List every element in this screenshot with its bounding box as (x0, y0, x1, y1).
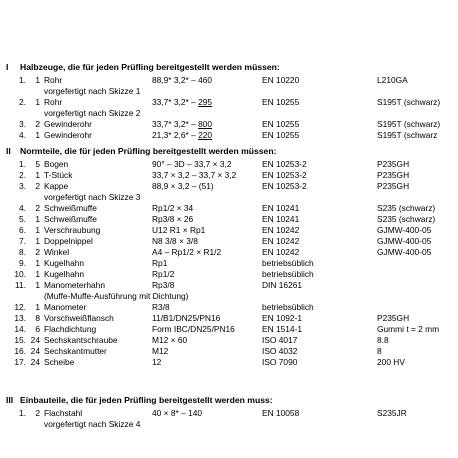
item-quantity: 1 (35, 75, 40, 85)
table-row-note (0, 86, 458, 97)
item-standard: betriebsüblich (262, 258, 314, 268)
item-name: Scheibe (44, 357, 75, 367)
item-quantity: 2 (35, 119, 40, 129)
item-quantity: 1 (35, 258, 40, 268)
item-material: GJMW-400-05 (377, 236, 432, 246)
table-row (0, 269, 458, 280)
table-row (0, 75, 458, 86)
item-quantity: 1 (35, 269, 40, 279)
item-quantity: 1 (35, 236, 40, 246)
item-quantity: 24 (30, 335, 40, 345)
item-standard: EN 1092-1 (262, 313, 303, 323)
item-material: S235 (schwarz) (377, 203, 436, 213)
item-quantity: 2 (35, 203, 40, 213)
section-heading-i (6, 62, 280, 73)
item-name: Rohr (44, 75, 63, 85)
table-row (0, 236, 458, 247)
item-dimension: Form IBC/DN25/PN16 (152, 324, 235, 334)
item-standard: EN 10220 (262, 75, 300, 85)
item-dimension (152, 119, 212, 130)
section-title: Halbzeuge, die für jeden Prüfling bereitgestellt werden müssen: (20, 62, 280, 72)
item-dimension: Rp1/2 × 34 (152, 203, 194, 213)
item-name: Manometer (44, 302, 87, 312)
item-material: P235GH (377, 159, 410, 169)
item-name: Gewinderohr (44, 130, 92, 140)
item-dimension: U12 R1 × Rp1 (152, 225, 206, 235)
table-row-note (0, 192, 458, 203)
item-standard: EN 10241 (262, 214, 300, 224)
item-quantity: 1 (35, 170, 40, 180)
table-row (0, 181, 458, 192)
item-material: 8 (377, 346, 382, 356)
item-name: Flachdichtung (44, 324, 97, 334)
item-quantity: 1 (35, 302, 40, 312)
item-dimension: M12 (152, 346, 169, 356)
item-name: Vorschweißflansch (44, 313, 114, 323)
table-row (0, 225, 458, 236)
item-length: 295 (198, 97, 213, 107)
table-row (0, 130, 458, 141)
item-quantity: 5 (35, 159, 40, 169)
item-name: T-Stück (44, 170, 73, 180)
table-row (0, 379, 458, 390)
table-row (0, 313, 458, 324)
item-length: 800 (198, 119, 213, 129)
item-number: 1. (19, 159, 26, 169)
item-name: Sechskantschraube (44, 335, 118, 345)
item-dimension: A4 – Rp1/2 × R1/2 (152, 247, 222, 257)
item-material: GJMW-400-05 (377, 225, 432, 235)
item-standard: EN 1514-1 (262, 324, 303, 334)
item-dimension: N8 3/8 × 3/8 (152, 236, 198, 246)
item-material: 200 HV (377, 357, 405, 367)
item-dimension: 88,9* 3,2* – 460 (152, 75, 213, 85)
item-dimension: Rp1 (152, 258, 168, 268)
item-name: Schweißmuffe (44, 203, 97, 213)
item-dimension-text: 33,7* 3,2* – (152, 97, 199, 107)
table-row (0, 203, 458, 214)
item-number: 8. (19, 247, 26, 257)
item-name: Flachstahl (44, 408, 83, 418)
section-title: Normteile, die für jeden Prüfling bereitgestellt werden müssen: (20, 146, 277, 156)
item-number: 3. (19, 181, 26, 191)
item-number: 17. (14, 357, 26, 367)
item-standard: ISO 4032 (262, 346, 298, 356)
section-numeral: II (6, 146, 11, 156)
item-quantity: 1 (35, 280, 40, 290)
table-row (0, 408, 458, 419)
item-number: 11. (14, 280, 26, 290)
item-quantity: 1 (35, 97, 40, 107)
item-number: 4. (19, 203, 26, 213)
item-quantity: 2 (35, 181, 40, 191)
item-number: 16. (14, 346, 26, 356)
item-quantity: 1 (35, 130, 40, 140)
item-note: vorgefertigt nach Skizze 1 (44, 86, 141, 96)
item-standard: EN 10058 (262, 408, 300, 418)
item-name: Sechskantmutter (44, 346, 107, 356)
table-row-note (0, 419, 458, 430)
item-name: Kappe (44, 181, 69, 191)
item-dimension: 40 × 8* – 140 (152, 408, 203, 418)
item-standard: betriebsüblich (262, 269, 314, 279)
item-dimension: R3/8 (152, 302, 170, 312)
table-row (0, 214, 458, 225)
table-row (0, 324, 458, 335)
item-dimension: Rp3/8 × 26 (152, 214, 194, 224)
item-name: Verschraubung (44, 225, 101, 235)
item-material: P235GH (377, 170, 410, 180)
item-number: 1. (19, 75, 26, 85)
item-dimension: 90° – 3D – 33,7 × 3,2 (152, 159, 232, 169)
section-heading-ii (6, 146, 276, 157)
item-material: GJMW-400-05 (377, 247, 432, 257)
item-quantity: 2 (35, 247, 40, 257)
item-standard: EN 10241 (262, 203, 300, 213)
item-name: Schweißmuffe (44, 214, 97, 224)
table-row-note (0, 108, 458, 119)
item-number: 10. (14, 269, 26, 279)
item-dimension: 88,9 × 3,2 – (51) (152, 181, 214, 191)
item-standard: EN 10253-2 (262, 181, 307, 191)
item-standard: ISO 4017 (262, 335, 298, 345)
item-quantity: 8 (35, 313, 40, 323)
item-standard: EN 10255 (262, 130, 300, 140)
item-material: P235GH (377, 313, 410, 323)
item-material: P235GH (377, 181, 410, 191)
item-material: S195T (schwarz (377, 130, 438, 140)
item-number: 7. (19, 236, 26, 246)
item-dimension-text: 33,7* 3,2* – (152, 119, 199, 129)
item-dimension: 12 (152, 357, 162, 367)
item-number: 6. (19, 225, 26, 235)
section-numeral: I (6, 62, 9, 72)
item-quantity: 2 (35, 408, 40, 418)
item-number: 2. (19, 170, 26, 180)
item-standard: betriebsüblich (262, 302, 314, 312)
item-number: 4. (19, 130, 26, 140)
item-number: 12. (14, 302, 26, 312)
table-row (0, 357, 458, 368)
item-note: vorgefertigt nach Skizze 2 (44, 108, 141, 118)
item-material: S195T (schwarz) (377, 119, 441, 129)
item-number: 9. (19, 258, 26, 268)
table-row (0, 280, 458, 291)
item-length: 220 (198, 130, 213, 140)
item-name: Winkel (44, 247, 70, 257)
item-number: 2. (19, 97, 26, 107)
item-name: Gewinderohr (44, 119, 92, 129)
section-heading-iii (6, 395, 273, 406)
item-dimension: Rp3/8 (152, 280, 175, 290)
item-standard: EN 10253-2 (262, 170, 307, 180)
table-row (0, 247, 458, 258)
item-name: Rohr (44, 97, 63, 107)
item-number: 1. (19, 408, 26, 418)
item-quantity: 1 (35, 225, 40, 235)
table-row (0, 302, 458, 313)
table-row-note (0, 291, 458, 302)
section-title: Einbauteile, die für jeden Prüfling bereitgestellt werden muss: (20, 395, 273, 405)
item-note: vorgefertigt nach Skizze 4 (44, 419, 141, 429)
item-dimension (152, 97, 212, 108)
table-row (0, 346, 458, 357)
item-quantity: 1 (35, 214, 40, 224)
item-material: 8.8 (377, 335, 389, 345)
item-dimension: Rp1/2 (152, 269, 175, 279)
item-name: Doppelnippel (44, 236, 93, 246)
item-standard: EN 10242 (262, 236, 300, 246)
item-material: Gummi t = 2 mm (377, 324, 440, 334)
item-material: L210GA (377, 75, 408, 85)
item-quantity: 24 (30, 357, 40, 367)
item-number: 15. (14, 335, 26, 345)
item-standard: EN 10253-2 (262, 159, 307, 169)
item-number: 3. (19, 119, 26, 129)
item-name: Manometerhahn (44, 280, 105, 290)
item-dimension: 11/B1/DN25/PN16 (152, 313, 221, 323)
item-material: S235 (schwarz) (377, 214, 436, 224)
table-row (0, 170, 458, 181)
item-number: 5. (19, 214, 26, 224)
item-dimension: 33,7 × 3,2 – 33,7 × 3,2 (152, 170, 237, 180)
item-dimension-text: 21,3* 2,6* – (152, 130, 199, 140)
item-name: Kugelhahn (44, 269, 85, 279)
section-numeral: III (6, 395, 14, 405)
item-quantity: 6 (35, 324, 40, 334)
table-row (0, 97, 458, 108)
item-name: Kugelhahn (44, 258, 85, 268)
item-dimension (152, 130, 212, 141)
item-standard: DIN 16261 (262, 280, 303, 290)
item-number: 13. (14, 313, 26, 323)
item-name: Bogen (44, 159, 69, 169)
table-row (0, 258, 458, 269)
item-number: 14. (14, 324, 26, 334)
table-row (0, 368, 458, 379)
item-quantity: 24 (30, 346, 40, 356)
table-row (0, 159, 458, 170)
table-row (0, 119, 458, 130)
item-standard: EN 10242 (262, 225, 300, 235)
item-standard: ISO 7090 (262, 357, 298, 367)
item-material: S195T (schwarz) (377, 97, 441, 107)
item-material: S235JR (377, 408, 407, 418)
item-dimension: M12 × 60 (152, 335, 188, 345)
table-row (0, 335, 458, 346)
item-note: (Muffe-Muffe-Ausführung mit Dichtung) (44, 291, 189, 301)
item-standard: EN 10255 (262, 97, 300, 107)
item-standard: EN 10242 (262, 247, 300, 257)
item-note: vorgefertigt nach Skizze 3 (44, 192, 141, 202)
item-standard: EN 10255 (262, 119, 300, 129)
